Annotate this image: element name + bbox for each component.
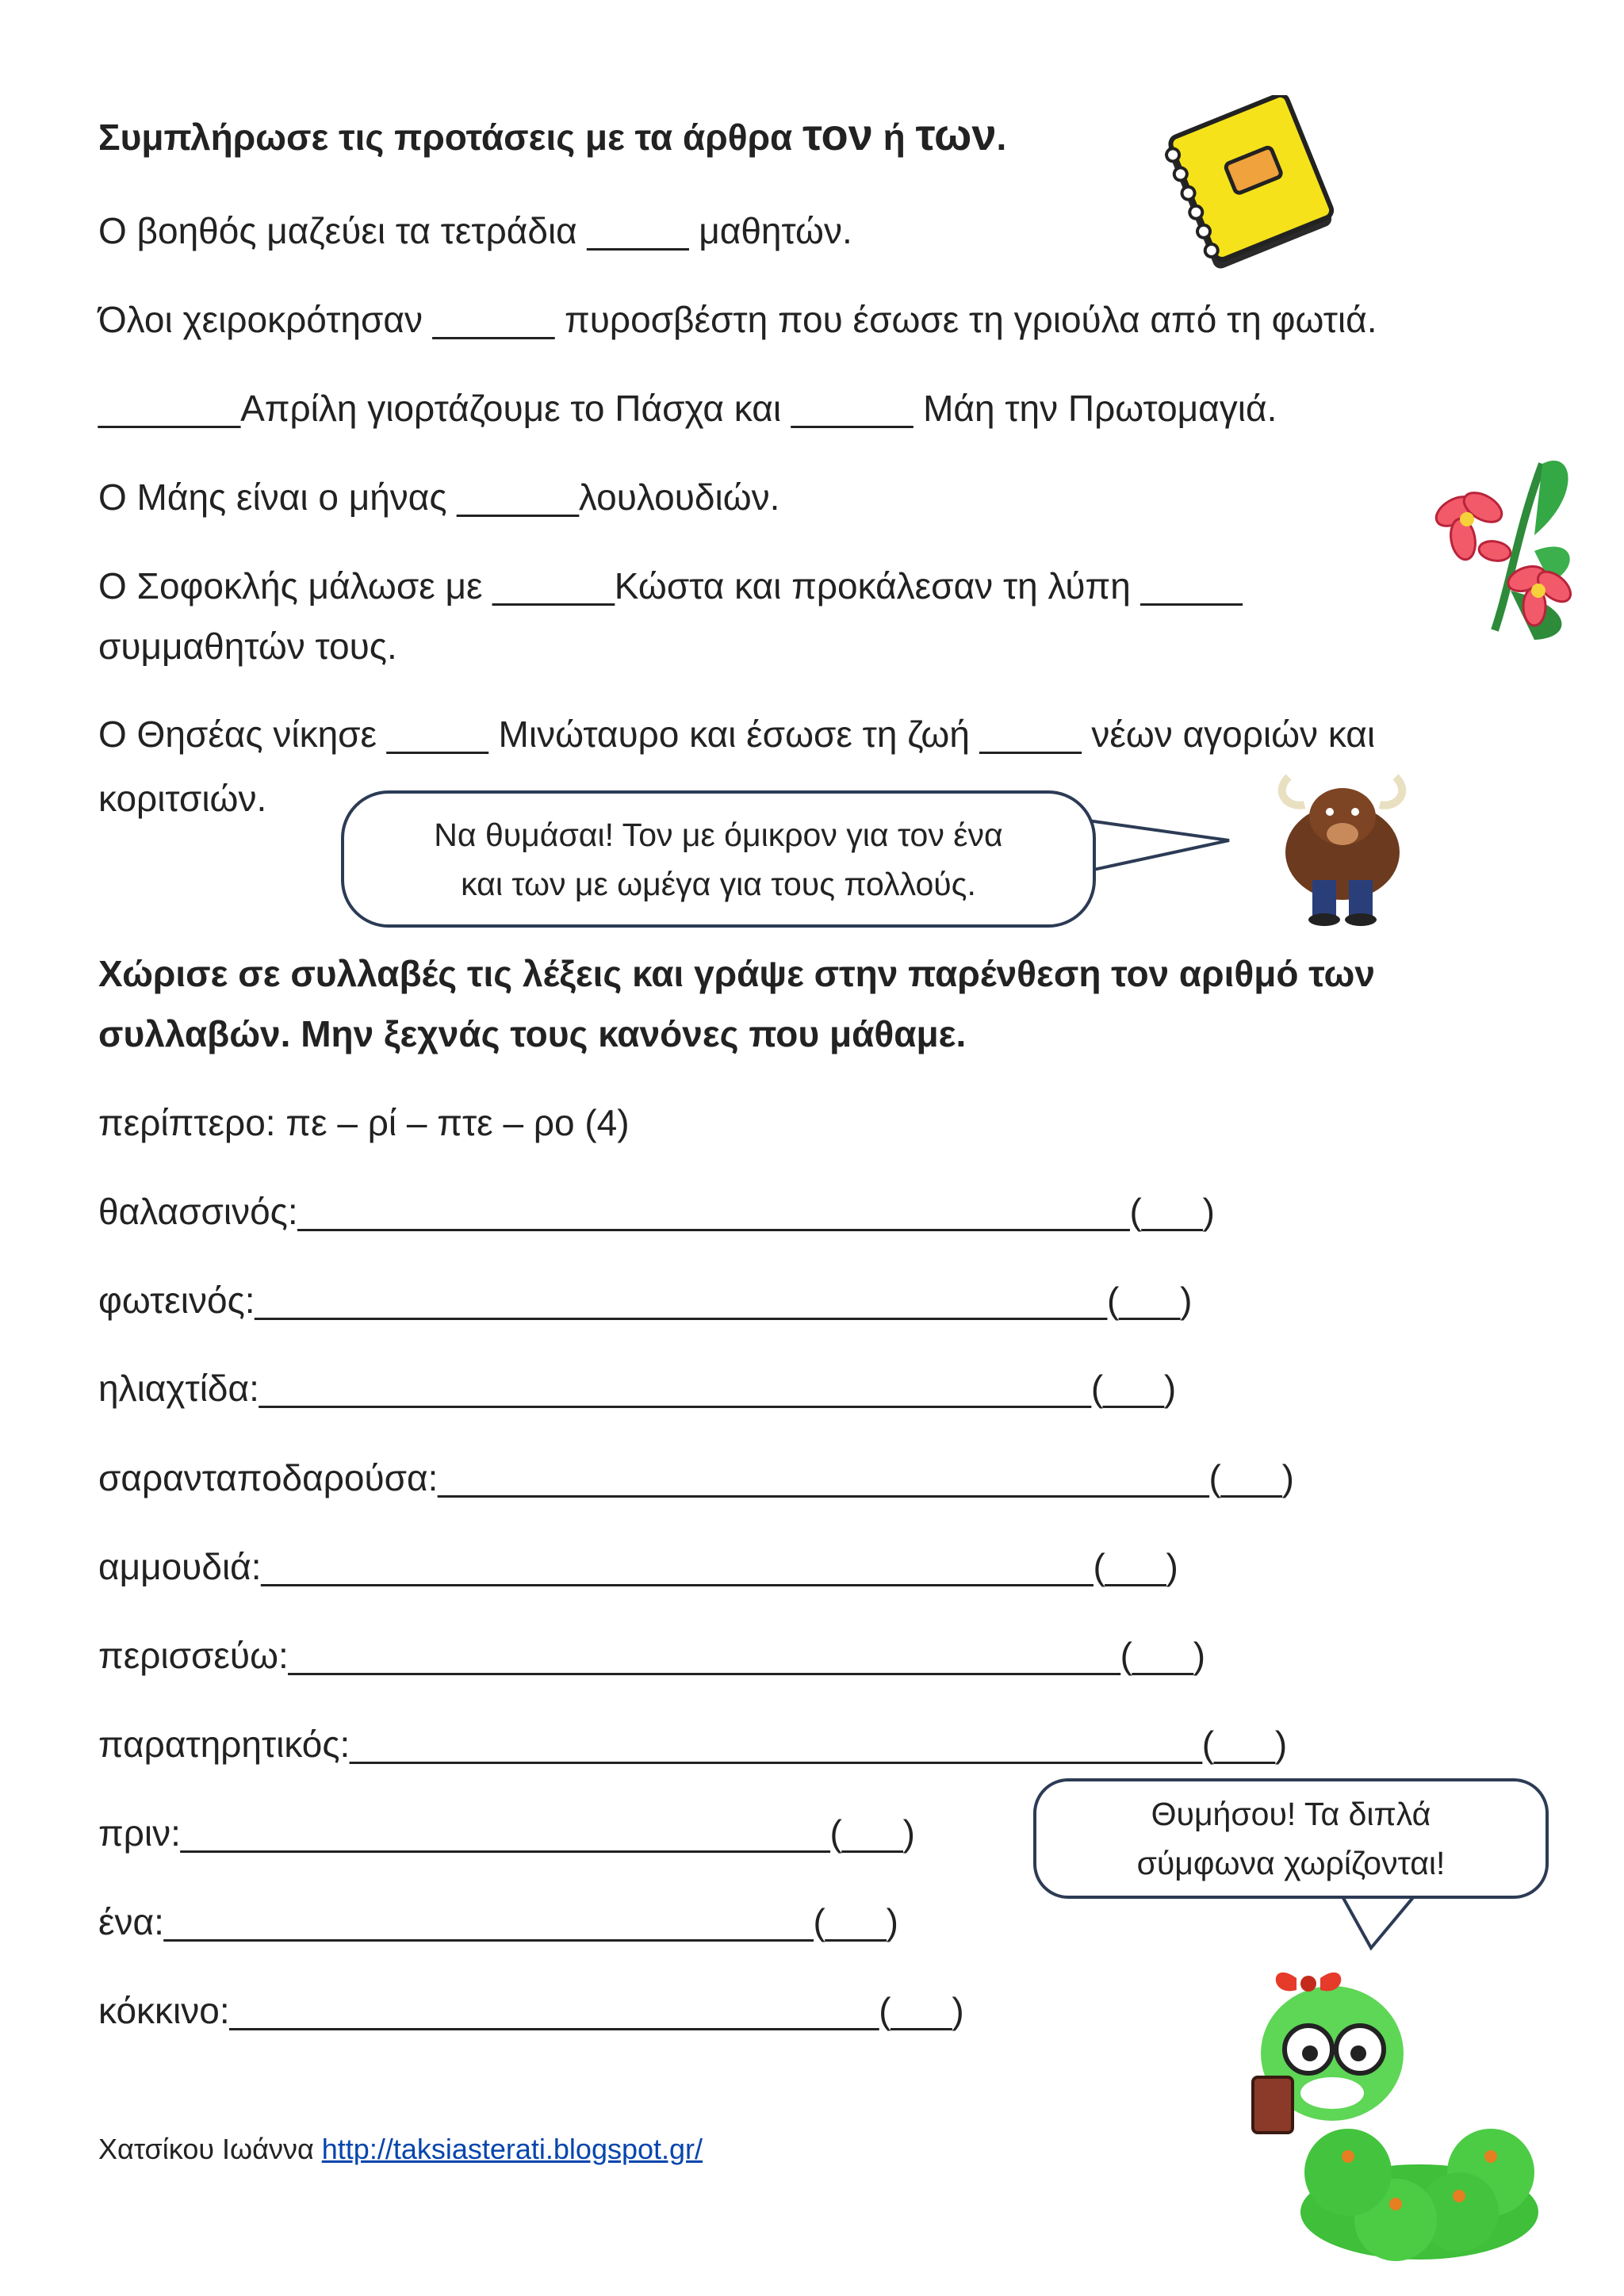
caterpillar-illustration <box>1221 1942 1562 2275</box>
syllable-item: κόκκινο:________________________________(___) <box>98 1990 964 2031</box>
syllable-item: περισσεύω:_________________________________________(___) <box>98 1635 1206 1676</box>
tip-line-1: Θυμήσου! Τα διπλά <box>1151 1796 1431 1832</box>
flower-icon <box>1415 432 1586 646</box>
syllable-item: ένα:________________________________(___) <box>98 1901 898 1942</box>
example-line: περίπτερο: πε – ρί – πτε – ρο (4) <box>98 1102 630 1143</box>
notebook-icon <box>1154 95 1344 270</box>
reminder-line-2: και των με ωμέγα για τους πολλούς. <box>461 865 976 902</box>
minotaur-illustration <box>1257 761 1427 932</box>
sentence-2: Όλοι χειροκρότησαν ______ πυροσβέστη που έσωσε τη γριούλα από τη φωτιά. <box>98 299 1377 340</box>
syllable-item: πριν:________________________________(___) <box>98 1812 915 1854</box>
syllable-item: σαρανταποδαρούσα:______________________________________(___) <box>98 1457 1294 1498</box>
section2-title-line1: Χώρισε σε συλλαβές τις λέξεις και γράψε στην παρένθεση τον αριθμό των <box>98 953 1375 994</box>
sentence-5-cont: συμμαθητών τους. <box>98 626 397 667</box>
syllable-item: φωτεινός:__________________________________________(___) <box>98 1280 1193 1321</box>
tip-line-2: σύμφωνα χωρίζονται! <box>1136 1845 1446 1881</box>
syllable-item: αμμουδιά:_________________________________________(___) <box>98 1546 1178 1587</box>
tip-bubble <box>1033 1778 1549 1899</box>
blog-link[interactable]: http://taksiasterati.blogspot.gr/ <box>321 2133 703 2165</box>
syllable-item: θαλασσινός:_________________________________________(___) <box>98 1191 1215 1232</box>
sentence-6-cont: κοριτσιών. <box>98 778 267 819</box>
reminder-bubble <box>341 790 1096 928</box>
footer-credit <box>98 2133 703 2166</box>
sentence-6: Ο Θησέας νίκησε _____ Μινώταυρο και έσωσε τη ζωή _____ νέων αγοριών και <box>98 714 1376 755</box>
sentence-5: Ο Σοφοκλής μάλωσε με ______Κώστα και προκάλεσαν τη λύπη _____ <box>98 565 1243 607</box>
bubble-tail <box>1082 817 1241 880</box>
sentence-1: Ο βοηθός μαζεύει τα τετράδια _____ μαθητών. <box>98 210 852 251</box>
sentence-3: _______Απρίλη γιορτάζουμε το Πάσχα και ______ Μάη την Πρωτομαγιά. <box>98 388 1277 429</box>
section1-title: Συμπλήρωσε τις προτάσεις με τα άρθρα τον ή των. <box>98 109 1007 159</box>
section2-title-line2: συλλαβών. Μην ξεχνάς τους κανόνες που μάθαμε. <box>98 1013 967 1054</box>
author-name: Χατσίκου Ιωάννα <box>98 2133 322 2165</box>
syllable-item: ηλιαχτίδα:_________________________________________(___) <box>98 1368 1177 1409</box>
syllable-item: παρατηρητικός:__________________________________________(___) <box>98 1724 1288 1765</box>
reminder-line-1: Να θυμάσαι! Τον με όμικρον για τον ένα <box>434 816 1003 853</box>
sentence-4: Ο Μάης είναι ο μήνας ______λουλουδιών. <box>98 476 780 518</box>
